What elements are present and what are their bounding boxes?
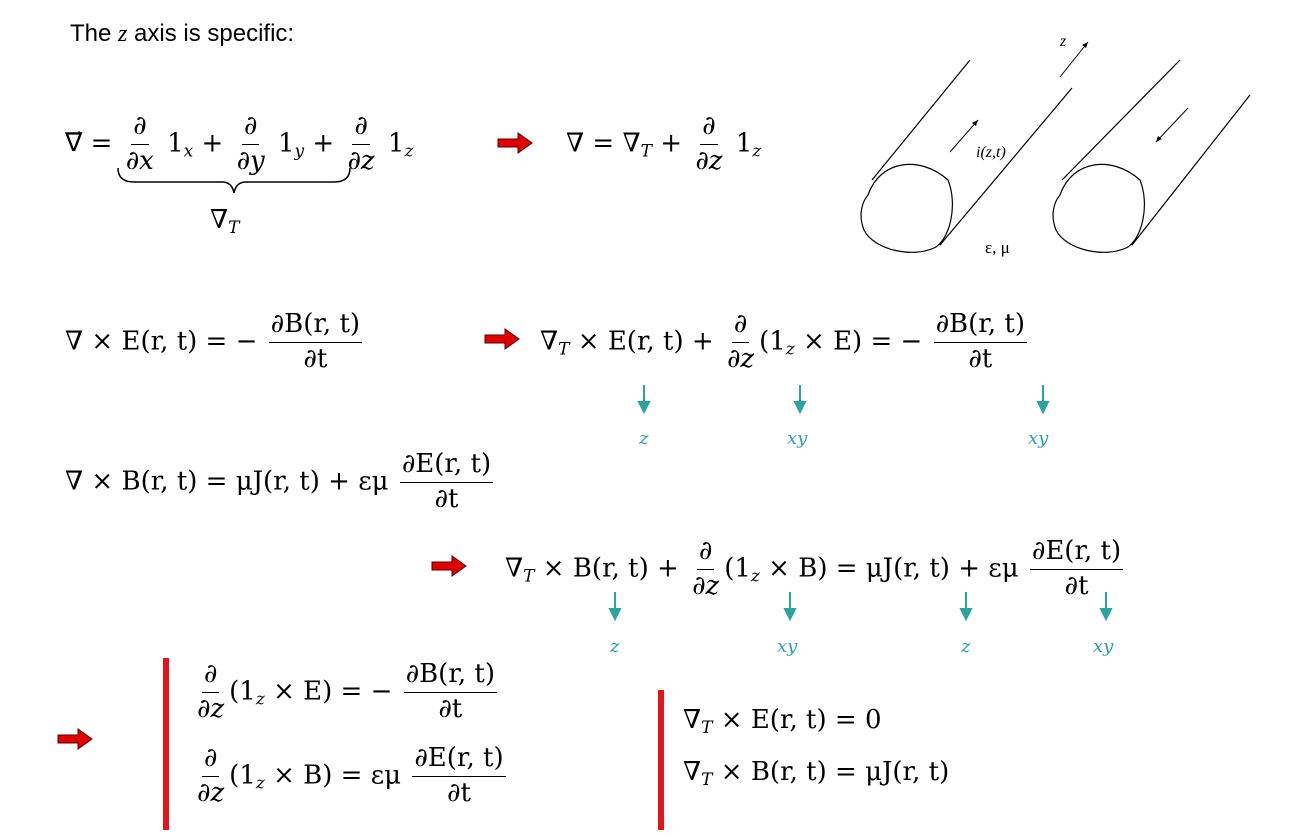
faraday-transverse: $\nabla_T \times E(r$, t) + $\frac{\partial}{\partial z}$ $(1_z \times E)$ = − $\frac{\partial B(r, t)}{\partial t}$ [540,309,1025,374]
left-bracket-bar [163,658,169,830]
teal-label: xy [1093,636,1114,657]
teal-label: z [639,428,649,449]
brace-label: $\nabla_T$ [210,205,240,238]
result-left-line2: $\frac{\partial}{\partial z}$ $(1_z \times B) = \varepsilon\mu$ $\frac{\partial E(r, t)}{\partial t}$ [197,743,504,808]
teal-label: xy [787,428,808,449]
result-right-line2: $\nabla_T \times B(r$, t) = μJ(r, t) [683,757,950,790]
z-variable: z [118,21,128,47]
nabla-split: ∇ = $\nabla_T$ + $\frac{\partial}{\partial z}$ $1_z$ [566,111,762,176]
result-left-line1: $\frac{\partial}{\partial z}$ $(1_z \times E)$ = − $\frac{\partial B(r, t)}{\partial t}$ [197,659,496,724]
teal-label: xy [1028,428,1049,449]
ampere-transverse: $\nabla_T \times B(r$, t) + $\frac{\partial}{\partial z}$ $(1_z \times B) = \mu J(r$, t) + εμ $\frac{\partial E(r, t)}{\partial t}$ [505,536,1122,601]
ampere-law: ∇ × B(r, t) = μJ(r, t) + εμ $\frac{\partial E(r, t)}{\partial t}$ [65,449,492,514]
medium-label: ε, μ [985,238,1010,257]
result-right-line1: $\nabla_T \times E(r$, t) = 0 [683,705,882,738]
right-bracket-bar [658,690,664,830]
nabla-definition: ∇ ⃗ = $\frac{\partial}{\partial x}$ $1_x$ + $\frac{\partial}{\partial y}$ $1_y$ + $\frac{\partial}{\partial z}$ $1_z$ [65,112,413,177]
current-label: i(z,t) [976,144,1006,161]
teal-label: z [961,636,971,657]
implies-arrow-4 [58,728,94,750]
teal-label: z [610,636,620,657]
teal-label: xy [777,636,798,657]
axis-label-z: z [1060,33,1067,50]
faraday-law: ∇ × E(r, t) = − $\frac{\partial B(r, t)}{\partial t}$ [65,309,361,374]
page-title: The z axis is specific: [70,20,295,47]
